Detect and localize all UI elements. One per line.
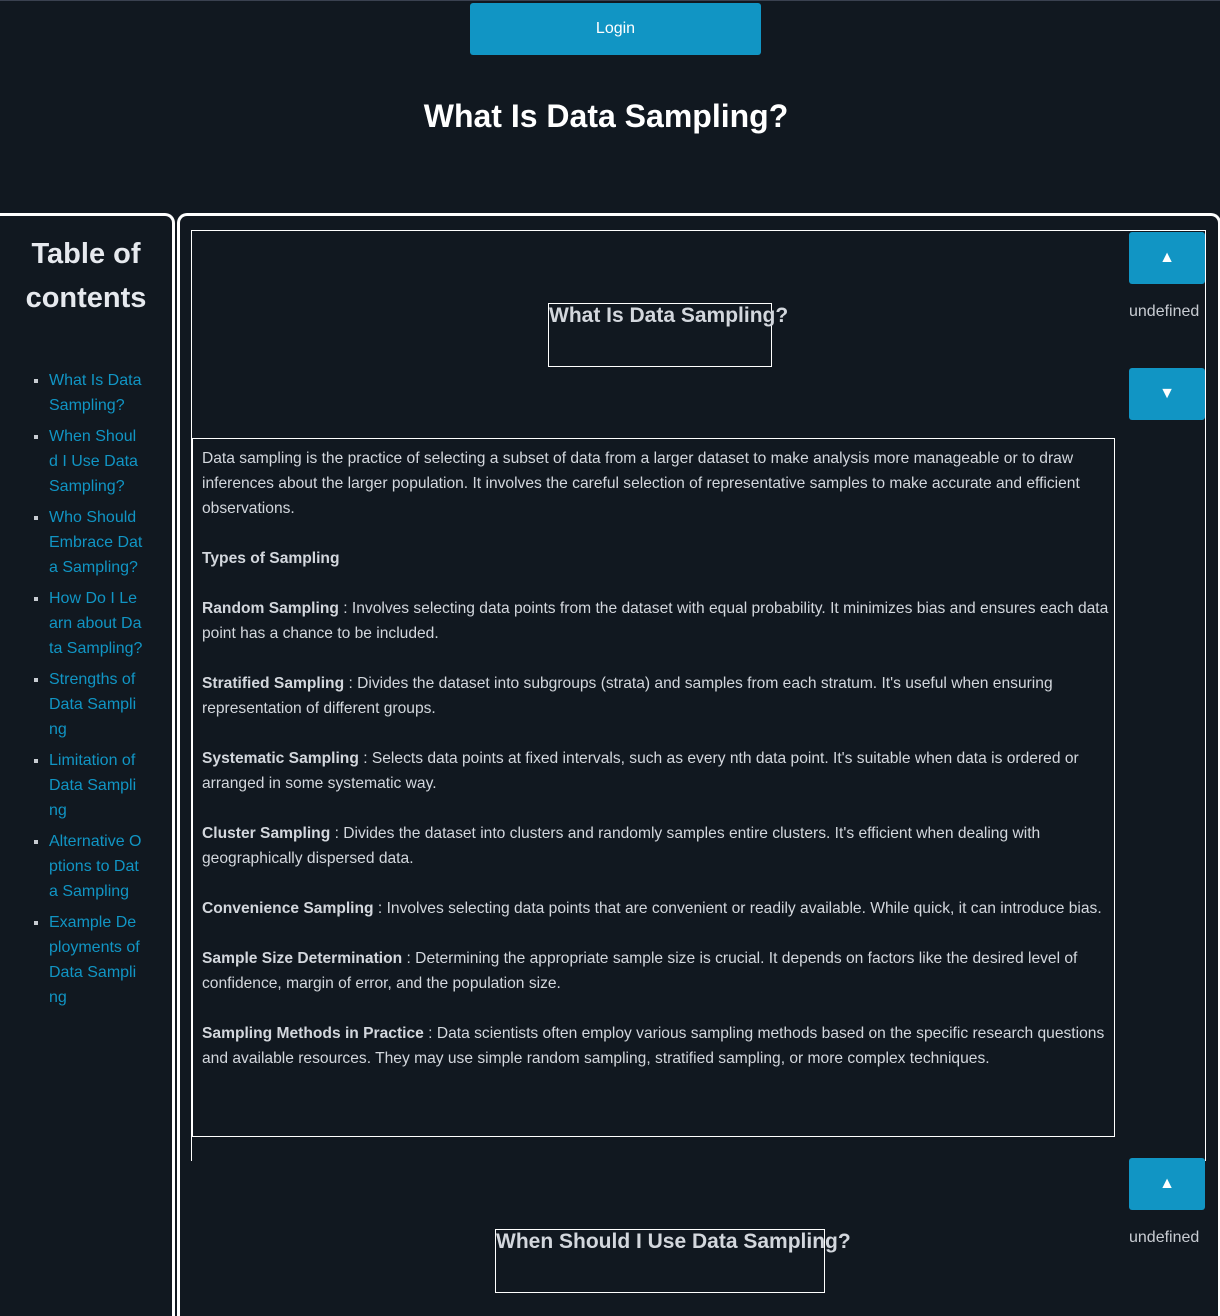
description: : Divides the dataset into clusters and randomly samples entire clusters. It's efficient when dealing with geographically dispersed data. xyxy=(202,825,1041,867)
sampling-item xyxy=(202,896,1114,921)
move-up-button[interactable]: ▲ xyxy=(1129,1158,1205,1210)
toc-item xyxy=(49,424,144,499)
sampling-item xyxy=(202,1021,1114,1071)
term: Stratified Sampling xyxy=(202,675,345,692)
toc-link[interactable]: How Do I Learn about Data Sampling? xyxy=(49,590,143,657)
sampling-item xyxy=(202,746,1114,796)
top-divider xyxy=(0,0,1220,1)
term: Systematic Sampling xyxy=(202,750,359,767)
toc-link[interactable]: Alternative Options to Data Sampling xyxy=(49,833,142,900)
sampling-item xyxy=(202,596,1114,646)
description: : Involves selecting data points from the dataset with equal probability. It minimizes bias and ensures each data point has a chance to be included. xyxy=(202,600,1109,642)
toc-item xyxy=(49,748,144,823)
section-status: undefined xyxy=(1129,1229,1200,1246)
sampling-item xyxy=(202,821,1114,871)
description: : Data scientists often employ various sampling methods based on the specific research questions and available resources. They may use simple random sampling, stratified sampling, or more complex techniques. xyxy=(202,1025,1105,1067)
section-heading: What Is Data Sampling? xyxy=(548,303,772,367)
page-title: What Is Data Sampling? xyxy=(423,98,789,134)
main-content xyxy=(177,213,1220,1316)
description: : Selects data points at fixed intervals, such as every nth data point. It's suitable when data is ordered or arranged in some systematic way. xyxy=(202,750,1079,792)
section-body xyxy=(192,438,1115,1137)
term: Cluster Sampling xyxy=(202,825,331,842)
term: Sample Size Determination xyxy=(202,950,403,967)
sampling-item xyxy=(202,946,1114,996)
toc-item xyxy=(49,368,144,418)
toc-item xyxy=(49,505,144,580)
toc-list xyxy=(0,368,172,1010)
toc-link[interactable]: What Is Data Sampling? xyxy=(49,372,142,414)
description: : Determining the appropriate sample size is crucial. It depends on factors like the desired level of confidence, margin of error, and the population size. xyxy=(202,950,1078,992)
toc-item xyxy=(49,829,144,904)
section-status: undefined xyxy=(1129,303,1200,320)
toc-title: Table of contents xyxy=(25,238,147,314)
intro-paragraph: Data sampling is the practice of selecting a subset of data from a larger dataset to make analysis more manageable or to draw inferences about the larger population. It involves the careful selection of representative samples to make accurate and efficient observations. xyxy=(202,450,1080,517)
term: Convenience Sampling xyxy=(202,900,374,917)
subheading: Types of Sampling xyxy=(202,550,340,567)
toc-link[interactable]: Limitation of Data Sampling xyxy=(49,752,137,819)
table-of-contents xyxy=(0,213,175,1316)
toc-item xyxy=(49,586,144,661)
move-up-button[interactable]: ▲ xyxy=(1129,232,1205,284)
sampling-item xyxy=(202,671,1114,721)
toc-link[interactable]: Example Deployments of Data Sampling xyxy=(49,914,140,1006)
toc-item xyxy=(49,910,144,1010)
term: Sampling Methods in Practice xyxy=(202,1025,424,1042)
description: : Involves selecting data points that are convenient or readily available. While quick, it can introduce bias. xyxy=(373,900,1102,917)
toc-link[interactable]: Strengths of Data Sampling xyxy=(49,671,137,738)
login-button[interactable]: Login xyxy=(470,3,761,55)
toc-item xyxy=(49,667,144,742)
section-what-is xyxy=(191,230,1206,1253)
move-down-button[interactable]: ▼ xyxy=(1129,368,1205,420)
term: Random Sampling xyxy=(202,600,339,617)
section-heading: When Should I Use Data Sampling? xyxy=(495,1229,825,1293)
toc-link[interactable]: Who Should Embrace Data Sampling? xyxy=(49,509,143,576)
description: : Divides the dataset into subgroups (strata) and samples from each stratum. It's useful when ensuring representation of different groups. xyxy=(202,675,1053,717)
toc-link[interactable]: When Should I Use Data Sampling? xyxy=(49,428,138,495)
